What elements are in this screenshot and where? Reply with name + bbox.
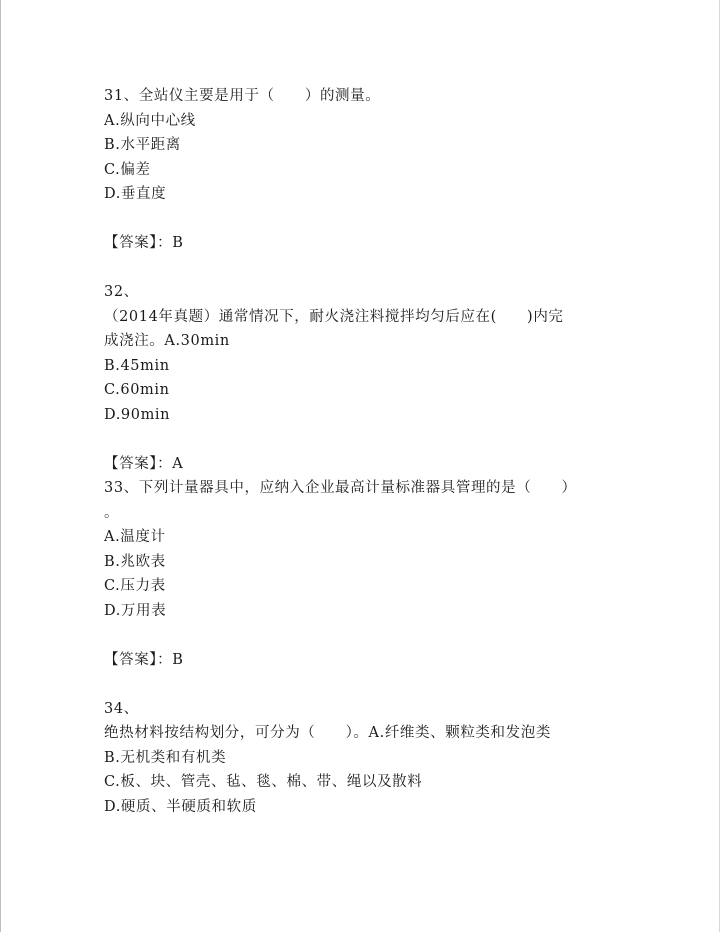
option-c: C.60min (104, 382, 170, 398)
option-a: A.温度计 (104, 529, 166, 545)
question-number: 32、 (104, 284, 139, 300)
option-b: B.兆欧表 (104, 553, 166, 570)
option-b: B.无机类和有机类 (104, 749, 227, 766)
option-c: C.压力表 (104, 578, 166, 594)
spacer (104, 256, 624, 281)
option-d: D.万用表 (104, 602, 167, 619)
option-b: B.45min (104, 357, 170, 374)
question-stem: 绝热材料按结构划分，可分为（ ）。A.纤维类、颗粒类和发泡类 (104, 725, 551, 741)
spacer (104, 207, 624, 232)
page-edge-left (0, 0, 1, 932)
question-33 (104, 476, 624, 697)
answer-label: 【答案】：A (104, 455, 184, 472)
option-a: A.纵向中心线 (104, 112, 196, 129)
question-31 (104, 84, 624, 280)
question-stem: 31、全站仪主要是用于（ ）的测量。 (104, 88, 381, 104)
question-stem: （2014年真题）通常情况下，耐火浇注料搅拌均匀后应在( )内完 (104, 308, 564, 325)
answer-label: 【答案】：B (104, 651, 184, 668)
question-stem-continued: 成浇注。A.30min (104, 333, 230, 349)
spacer (104, 623, 624, 648)
document-body (104, 84, 624, 819)
answer-label: 【答案】：B (104, 235, 184, 251)
question-stem: 33、下列计量器具中，应纳入企业最高计量标准器具管理的是（ ） (104, 480, 577, 496)
option-b: B.水平距离 (104, 137, 181, 153)
spacer (104, 672, 624, 697)
question-stem-continued: 。 (104, 504, 120, 521)
option-d: D.垂直度 (104, 186, 167, 202)
question-number: 34、 (104, 700, 139, 717)
option-c: C.偏差 (104, 161, 151, 178)
spacer (104, 427, 624, 452)
question-32 (104, 280, 624, 476)
question-34 (104, 697, 624, 820)
option-c: C.板、块、管壳、毡、毯、棉、带、绳以及散料 (104, 774, 423, 790)
option-d: D.90min (104, 406, 171, 423)
option-d: D.硬质、半硬质和软质 (104, 798, 257, 815)
